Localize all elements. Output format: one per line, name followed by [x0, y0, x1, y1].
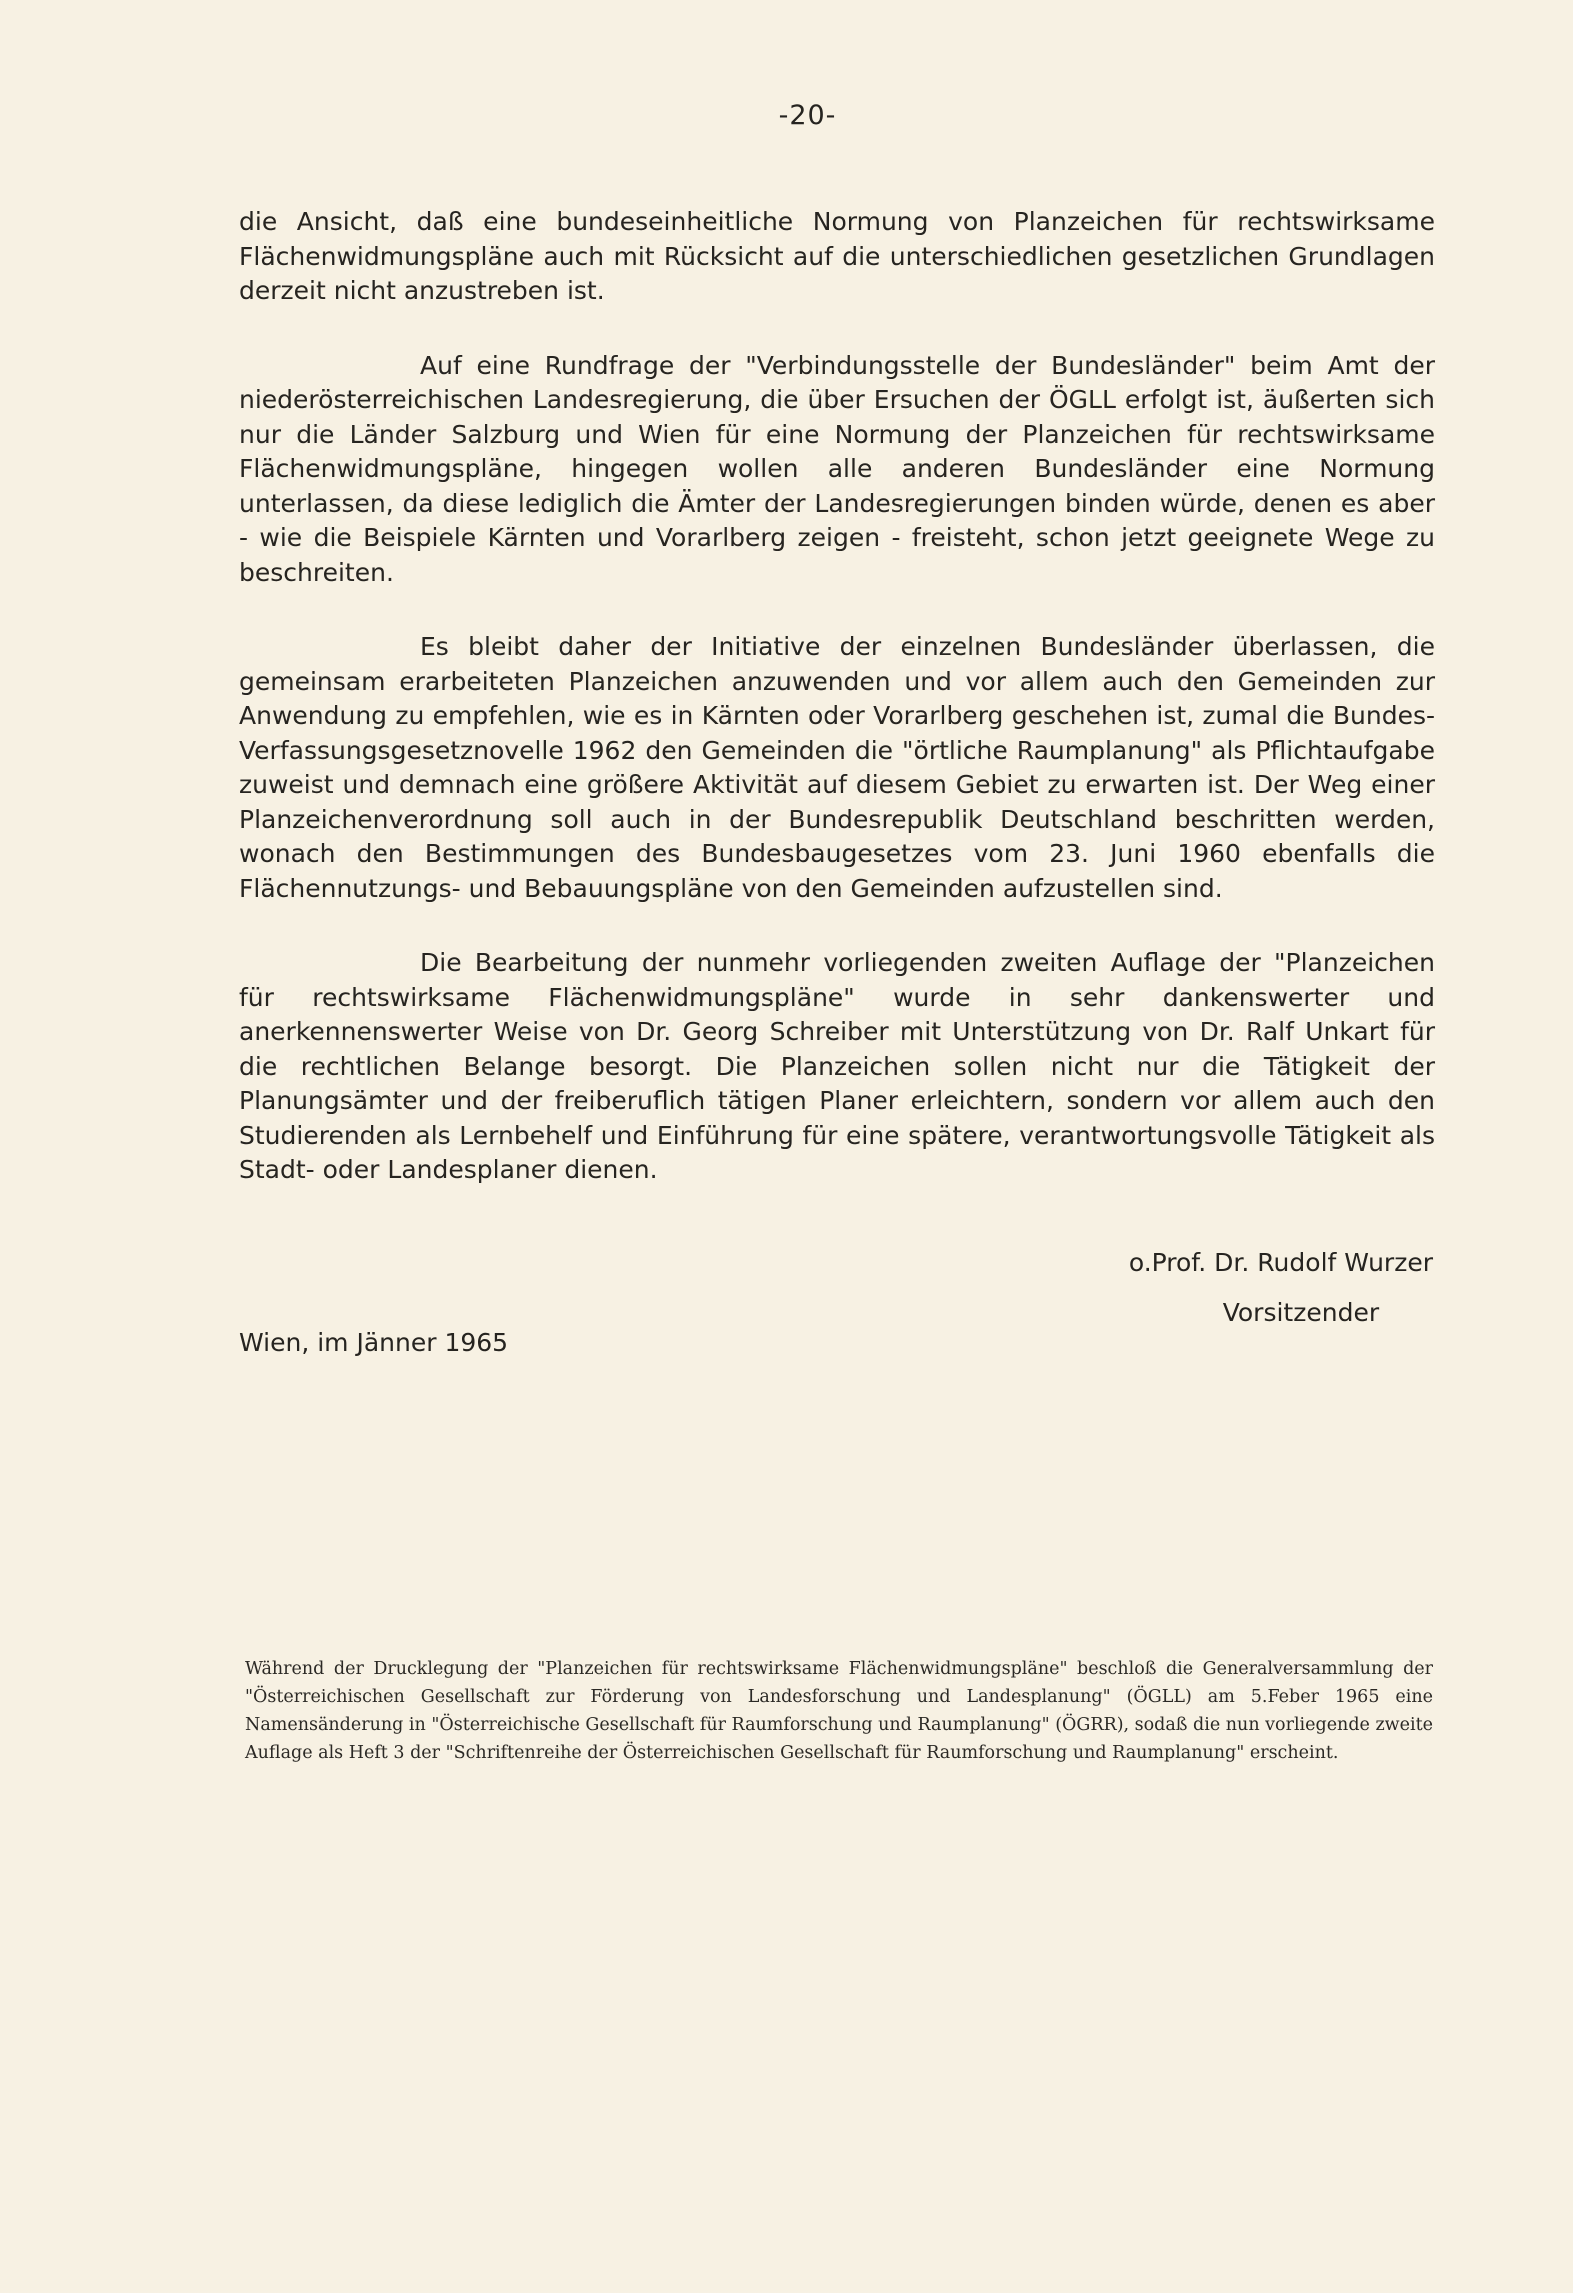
- signature-block: [1129, 1238, 1433, 1338]
- page-number: -20-: [778, 100, 837, 131]
- place-and-date: Wien, im Jänner 1965: [239, 1328, 509, 1357]
- signature-title: Vorsitzender: [1222, 1298, 1380, 1327]
- paragraph-2: Auf eine Rundfrage der "Verbindungsstelle der Bundesländer" beim Amt der niederösterreichischen Landesregierung, die über Ersuchen der ÖGLL erfolgt ist, äußerten sich nur die Länder Salzburg und Wien für eine Normung der Planzeichen für rechtswirksame Flächenwidmungspläne, hingegen wollen alle anderen Bundesländer eine Normung unterlassen, da diese lediglich die Ämter der Landesregierungen binden würde, denen es aber - wie die Beispiele Kärnten und Vorarlberg zeigen - freisteht, schon jetzt geeignete Wege zu beschreiten.: [239, 350, 1435, 587]
- footnote: Während der Drucklegung der "Planzeichen für rechtswirksame Flächenwidmungspläne" beschloß die Generalversammlung der "Österreichischen Gesellschaft zur Förderung von Landesforschung und Landesplanung" (ÖGLL) am 5.Feber 1965 eine Namensänderung in "Österreichische Gesellschaft für Raumforschung und Raumplanung" (ÖGRR), sodaß die nun vorliegende zweite Auflage als Heft 3 der "Schriftenreihe der Österreichischen Gesellschaft für Raumforschung und Raumplanung" erscheint.: [245, 1659, 1433, 1763]
- paragraph-1: die Ansicht, daß eine bundeseinheitliche Normung von Planzeichen für rechtswirksame Flächenwidmungspläne auch mit Rücksicht auf die unterschiedlichen gesetzlichen Grundlagen derzeit nicht anzustreben ist.: [239, 207, 1435, 305]
- paragraph-4: Die Bearbeitung der nunmehr vorliegenden zweiten Auflage der "Planzeichen für rechtswirksame Flächenwidmungspläne" wurde in sehr dankenswerter und anerkennenswerter Weise von Dr. Georg Schreiber mit Unterstützung von Dr. Ralf Unkart für die rechtlichen Belange besorgt. Die Planzeichen sollen nicht nur die Tätigkeit der Planungsämter und der freiberuflich tätigen Planer erleichtern, sondern vor allem auch den Studierenden als Lernbehelf und Einführung für eine spätere, verantwortungsvolle Tätigkeit als Stadt- oder Landesplaner dienen.: [239, 948, 1435, 1184]
- paragraph-3: Es bleibt daher der Initiative der einzelnen Bundesländer überlassen, die gemeinsam erarbeiteten Planzeichen anzuwenden und vor allem auch den Gemeinden zur Anwendung zu empfehlen, wie es in Kärnten oder Vorarlberg geschehen ist, zumal die Bundes-Verfassungsgesetznovelle 1962 den Gemeinden die "örtliche Raumplanung" als Pflichtaufgabe zuweist und demnach eine größere Aktivität auf diesem Gebiet zu erwarten ist. Der Weg einer Planzeichenverordnung soll auch in der Bundesrepublik Deutschland beschritten werden, wonach den Bestimmungen des Bundesbaugesetzes vom 23. Juni 1960 ebenfalls die Flächennutzungs- und Bebauungspläne von den Gemeinden aufzustellen sind.: [239, 632, 1435, 903]
- body-text: [239, 205, 1435, 1228]
- signature-name: o.Prof. Dr. Rudolf Wurzer: [1128, 1248, 1433, 1277]
